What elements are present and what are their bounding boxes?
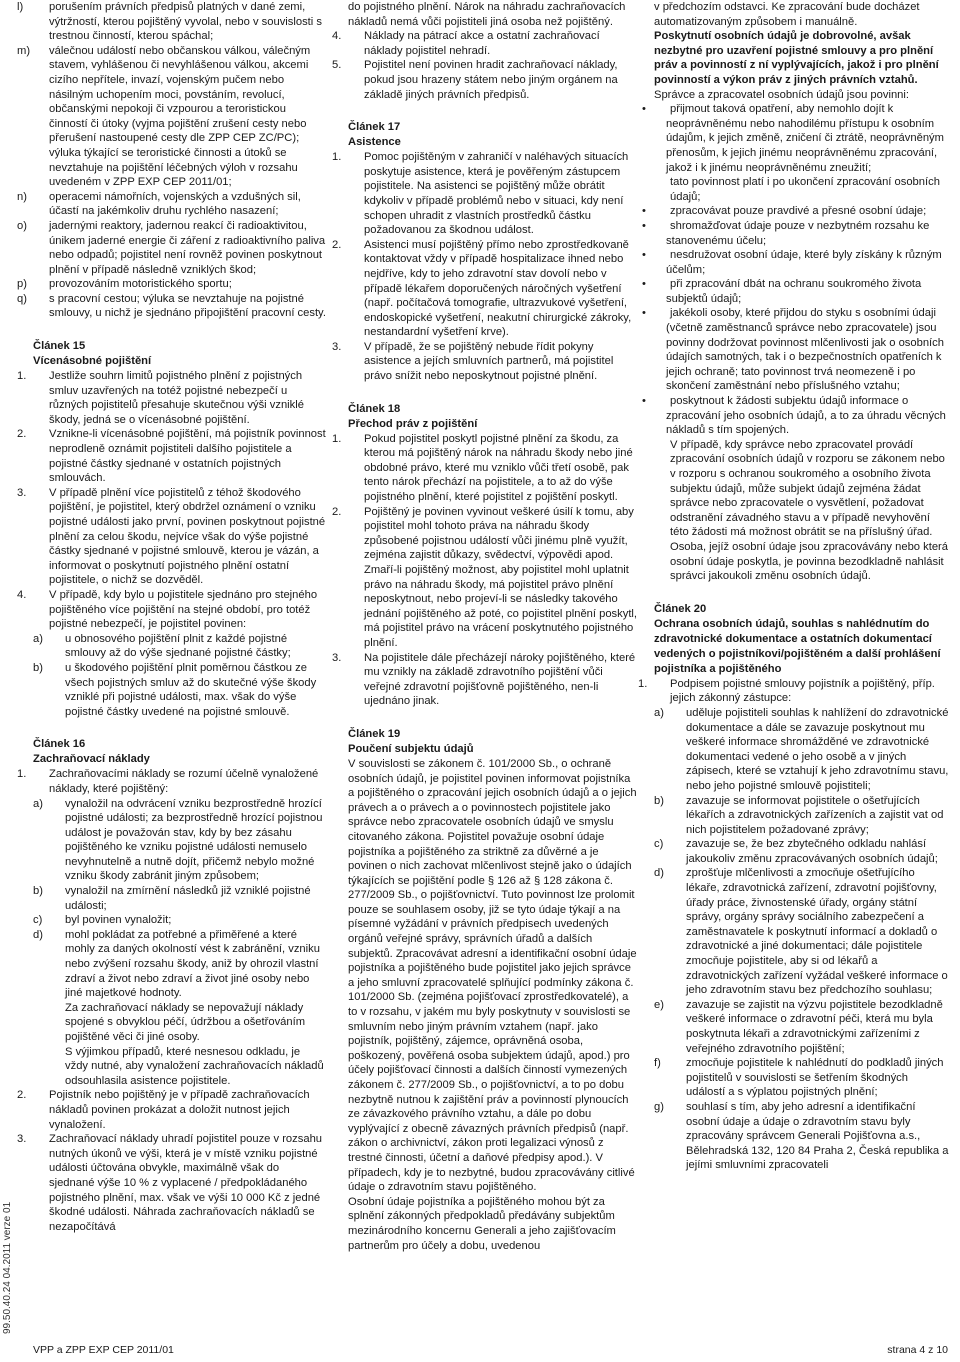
paragraph-text: u škodového pojištění plnit poměrnou částkou ze všech pojistných smluv až do skutečné výše škody vzniklé při pojistné události, max. však do výše pojistné částky uvedené na pojistné smlouvě. bbox=[65, 661, 317, 718]
paragraph-text: V souvislosti se zákonem č. 101/2000 Sb., o ochraně osobních údajů, je pojistitel povinen informovat pojistníka a pojištěného o zpracování jejich osobních údajů a o jejich právech a o právech a o povinnostech pojistitele jako správce nebo zpracovatele osobních údajů ve smyslu citovaného zákona. Pojistitel považuje osobní údaje pojistníka a pojištěného za striktně za důvěrné a je povinen o nich zachovat mlčenlivost stejně jako o údajích týkajících se pojištění podle § 126 až § 128 zákona č. 277/2009 Sb., o pojišťovnictví. Tuto povinnost lze prolomit pouze se souhlasem osoby, již se tyto údaje týkají a na písemné vyžádání v právních předpisech uvedených orgánů veřejné správy, správních úřadů a dalších subjektů. Zpracovávat adresní a identifikační osobní údaje pojistníka a pojištěného bude pojistitel jako jejich správce a jeho smluvní zpracovatelé splňující podmínky zákona č. 101/2000 Sb. (zejména pojišťovací zprostředkovatelé), a to v rozsahu, v jakém mu byly poskytnuty v souvislosti se smluvním nebo jiným právním vztahem (např. jako pojistník, pojištěný, zájemce, oprávněná osoba, poškozený, pověřená osoba subjektem údajů, apod.) pro účely pojišťovací činnosti a dalších činností vymezených zákonem č. 277/2009 Sb., o pojišťovnictví, a to po dobu nezbytně nutnou k zajištění práv a povinností plynoucích ze závazkového právního vztahu, a dále po dobu vyplývající z obecně závazných právních předpisů (např. zákon o archivnictví, zákon proti legalizaci výnosů z trestné činnosti, účetní a daňové předpisy apod.). V případech, kdy je to nezbytné, budou zpracovávány citlivé údaje o zdravotním stavu pojištěného. bbox=[348, 757, 637, 1194]
paragraph-text: vynaložil na odvrácení vzniku bezprostředně hrozící pojistné události; za bezprostředně hrozící pojistnou událost je považován stav, kdy by bez zásahu pojištěného ke vzniku pojistné události nemuselo nevyhnutelně a nutně dojít, přičemž nebylo možné vzniku škody zabránit jiným způsobem; bbox=[65, 797, 323, 883]
list-marker: b) bbox=[33, 885, 43, 898]
paragraph-text: zavazuje se zajistit na výzvu pojistitele bezodkladně veškeré informace o zdravotní péči, která mu byla poskytnuta lékaři a zdravotnickými zařízeními z veřejného zdravotního pojištění; bbox=[686, 998, 943, 1055]
paragraph-text: Pojištěný je povinen vyvinout veškeré úsilí k tomu, aby pojistitel mohl tohoto práva na náhradu škody způsobené pojistnou událostí vůči jinému plně využít, zejména zajistit důkazy, svědectví, výpovědi apod. Zmaří-li pojištěný možnost, aby pojistitel mohl uplatnit právo na náhradu škody, má pojistitel právo plnění neposkytnout, nebo projeví-li se následky takového jednání pojištěného až poté, co pojistitel plnění poskytl, má pojistitel právo na vrácení poskytnutého pojistného plnění. bbox=[364, 505, 638, 649]
list-item bbox=[17, 277, 326, 292]
list-item bbox=[33, 913, 326, 928]
list-marker: f) bbox=[654, 1057, 661, 1070]
paragraph bbox=[654, 29, 950, 87]
list-marker: d) bbox=[33, 928, 43, 941]
paragraph-text: uděluje pojistiteli souhlas k nahlížení do zdravotnické dokumentace a dále se zavazuje poskytnout mu veškeré informace shromážděné ve zdravotnické dokumentaci vedené o jeho osobě a v jiných zápisech, které se vztahují k jeho zdravotnímu stavu, nebo jeho pojistné smlouvě pojistiteli; bbox=[686, 706, 949, 792]
list-marker: e) bbox=[654, 998, 664, 1011]
list-item bbox=[17, 486, 326, 588]
list-item bbox=[17, 1088, 326, 1132]
list-marker: l) bbox=[17, 1, 24, 13]
article-number: Článek 20 bbox=[654, 602, 707, 615]
list-marker: • bbox=[642, 219, 646, 232]
list-marker: 1. bbox=[638, 677, 648, 690]
article-number: Článek 16 bbox=[33, 738, 86, 751]
list-item bbox=[642, 306, 950, 394]
paragraph-text: s pracovní cestou; výluka se nevztahuje na pojistné smlouvy, u nichž je sjednáno připojištění pracovní cesty. bbox=[49, 292, 326, 320]
list-marker: a) bbox=[33, 797, 43, 810]
list-item bbox=[642, 394, 950, 438]
paragraph-text: Asistenci musí pojištěný přímo nebo zprostředkovaně kontaktovat vždy v případě hospitalizace ihned nebo nejdříve, kdy to jeho zdravotní stav dovolí nebo v případě lékařem doporučených náročných vyšetření (např. počítačová tomografie, ultrazvukové vyšetření, endoskopické vyšetření, neakutní chirurgické zákroky, nestandardní vyšetření krve). bbox=[364, 238, 632, 339]
list-item bbox=[332, 150, 638, 238]
paragraph-text: zprošťuje mlčenlivosti a zmocňuje ošetřujícího lékaře, zdravotnická zařízení, zdravotní pojišťovny, úřady práce, živnostenské úřady, orgány státní správy, orgány správy sociálního zabezpečení a zaměstnavatele k poskytnutí informací a dokladů o zdravotnické a jiné dokumentaci; dále pojistitele zmocňuje pojistitele, aby si od lékařů a zdravotnických zařízení vyžádal veškeré informace o jeho zdravotním stavu bez předchozího souhlasu; bbox=[686, 867, 948, 997]
document-code-vertical: 99.50.40.24 04.2011 verze 01 bbox=[2, 1201, 13, 1334]
paragraph-text: jakékoli osoby, které přijdou do styku s osobními údaji (včetně zaměstnanců správce nebo zpracovatele) jsou povinny dodržovat povinnost mlčenlivosti jak o osobních údajích samotných, tak i o bezpečnostních opatřeních k jejich ochraně; tato povinnost trvá neomezeně i po skončení zaměstnání nebo příslušného vztahu; bbox=[666, 307, 944, 393]
paragraph-text: Pojistník nebo pojištěný je v případě zachraňovacích nákladů povinen prokázat a doložit nutnost jejich vynaložení. bbox=[49, 1089, 310, 1131]
paragraph-text: byl povinen vynaložit; bbox=[65, 914, 172, 927]
list-marker: 1. bbox=[332, 151, 342, 164]
article-number: Článek 18 bbox=[348, 402, 401, 415]
list-item bbox=[17, 427, 326, 485]
paragraph bbox=[348, 1195, 638, 1253]
list-item bbox=[17, 190, 326, 219]
paragraph bbox=[33, 1045, 326, 1089]
text-column-right bbox=[638, 0, 950, 1173]
list-item bbox=[642, 219, 950, 248]
list-marker: b) bbox=[654, 794, 664, 807]
article-title: Poučení subjektu údajů bbox=[348, 742, 474, 755]
paragraph-text: vynaložil na zmírnění následků již vzniklé pojistné události; bbox=[65, 885, 311, 912]
paragraph-text: operacemi námořních, vojenských a vzdušných sil, účastí na jakémkoliv druhu rychlého nasazení; bbox=[49, 190, 301, 218]
list-item bbox=[17, 588, 326, 632]
list-item bbox=[642, 204, 950, 219]
list-marker: o) bbox=[17, 219, 27, 232]
list-item bbox=[654, 1056, 950, 1100]
list-marker: • bbox=[642, 249, 646, 262]
list-item bbox=[17, 767, 326, 796]
list-item bbox=[654, 998, 950, 1056]
paragraph-text: V případě, kdy bylo u pojistitele sjednáno pro stejného pojištěného více pojištění na stejné období, pro totéž pojistné nebezpečí, je pojistitel povinen: bbox=[49, 588, 318, 631]
list-marker: 1. bbox=[332, 432, 342, 445]
paragraph-text: při zpracování dbát na ochranu soukromého života subjektů údajů; bbox=[666, 278, 922, 305]
list-marker: 1. bbox=[17, 370, 27, 383]
paragraph-text: porušením právních předpisů platných v dané zemi, výtržností, kterou pojištěný vyvolal, nebo v souvislosti s trestnou činností, kterou spáchal; bbox=[49, 1, 322, 43]
list-marker: 2. bbox=[332, 238, 342, 251]
list-marker: m) bbox=[17, 44, 31, 57]
list-marker: • bbox=[642, 307, 646, 320]
paragraph-text: přijmout taková opatření, aby nemohlo dojít k neoprávněnému nebo nahodilému přístupu k osobním údajům, k jejich změně, zničení či ztrátě, neoprávněným přenosům, k jejich jinému neoprávněnému zpracování, jakož i k jinému neoprávněnému zneužití; bbox=[666, 103, 944, 174]
list-item bbox=[638, 677, 950, 706]
paragraph bbox=[33, 1001, 326, 1045]
paragraph-text: zmocňuje pojistitele k nahlédnutí do podkladů jiných pojistitelů v souvislosti se šetřením škodných událostí a s výplatou pojistných plnění; bbox=[686, 1057, 944, 1099]
list-item bbox=[642, 248, 950, 277]
list-marker: 5. bbox=[332, 59, 342, 72]
text-column-middle bbox=[332, 0, 638, 1253]
list-item bbox=[642, 102, 950, 175]
paragraph-text: jadernými reaktory, jadernou reakcí či radioaktivitou, únikem jaderné energie či záření z radioaktivního paliva nebo odpadů; pojistitel není rovněž povinen poskytnout plnění v případě následně vzniklých škod; bbox=[49, 219, 326, 276]
list-marker: a) bbox=[654, 706, 664, 719]
paragraph-text: nesdružovat osobní údaje, které byly získány k různým účelům; bbox=[666, 249, 942, 276]
paragraph-text: zavazuje se, že bez zbytečného odkladu nahlásí jakoukoliv změnu zpracovávaných osobních údajů; bbox=[686, 838, 938, 865]
paragraph-text: provozováním motoristického sportu; bbox=[49, 278, 232, 291]
list-item bbox=[642, 277, 950, 306]
list-item bbox=[654, 866, 950, 997]
paragraph-text: Správce a zpracovatel osobních údajů jsou povinni: bbox=[654, 88, 909, 101]
list-item bbox=[17, 369, 326, 427]
list-item bbox=[654, 1100, 950, 1173]
list-item bbox=[332, 505, 638, 651]
list-marker: g) bbox=[654, 1100, 664, 1113]
list-item bbox=[332, 432, 638, 505]
list-item bbox=[33, 884, 326, 913]
list-marker: 4. bbox=[332, 30, 342, 43]
list-item bbox=[654, 837, 950, 866]
paragraph bbox=[654, 0, 950, 29]
list-marker: 2. bbox=[17, 1089, 27, 1102]
list-marker: d) bbox=[654, 867, 664, 880]
paragraph-text: Jestliže souhrn limitů pojistného plnění z pojistných smluv uzavřených na totéž pojistné nebezpečí u různých pojistitelů přesahuje skutečnou výši vzniklé škody, jedná se o vícenásobné pojištění. bbox=[49, 370, 304, 426]
list-item bbox=[332, 651, 638, 709]
paragraph-text: Na pojistitele dále přecházejí nároky pojištěného, které mu vznikly na základě zdravotního pojištění vůči veřejné zdravotní pojišťovně pojištěného, nen-li ujednáno jinak. bbox=[364, 651, 636, 708]
paragraph-text: Za zachraňovací náklady se nepovažují náklady spojené s obvyklou péčí, údržbou a ošetřováním pojištěné věci či jiné osoby. bbox=[65, 1001, 306, 1043]
list-marker: 3. bbox=[17, 1133, 27, 1146]
article-title: Přechod práv z pojištění bbox=[348, 417, 478, 430]
list-marker: a) bbox=[33, 632, 43, 645]
paragraph-text: Zachraňovacími náklady se rozumí účelně vynaložené náklady, které pojištěný: bbox=[49, 768, 319, 795]
list-item bbox=[17, 219, 326, 277]
paragraph bbox=[348, 0, 638, 29]
paragraph-text: V případě, že se pojištěný nebude řídit pokyny asistence a jejích smluvních partnerů, má pojistitel právo snížit nebo neposkytnout pojistné plnění. bbox=[364, 340, 614, 383]
paragraph-text: Osobní údaje pojistníka a pojištěného mohou být za splnění zákonných předpokladů předávány subjektům mezinárodního koncernu Generali a jeho zajišťovacím partnerům pro účely a dobu, uvedenou bbox=[348, 1195, 616, 1252]
paragraph-text: Podpisem pojistné smlouvy pojistník a pojištěný, příp. jejich zákonný zástupce: bbox=[670, 677, 935, 705]
paragraph-text: Pomoc pojištěným v zahraničí v naléhavých situacích poskytuje asistence, která je pověřeným zástupcem pojistitele. Na asistenci se pojištěný může obrátit kdykoliv v případě problémů nebo v situaci, kdy není schopen uhradit z vlastních prostředků částku požadovanou za škodnou událost. bbox=[364, 151, 629, 237]
paragraph-text: v předchozím odstavci. Ke zpracování bude docházet automatizovaným způsobem i manuálně. bbox=[654, 1, 920, 28]
list-marker: • bbox=[642, 395, 646, 408]
list-item bbox=[17, 292, 326, 321]
article-number: Článek 19 bbox=[348, 727, 401, 740]
list-marker: 3. bbox=[332, 651, 342, 664]
list-marker: • bbox=[642, 278, 646, 291]
paragraph-text: mohl pokládat za potřebné a přiměřené a které mohly za daných okolností vést k zabránění, vzniku nebo zvýšení rozsahu škody, aniž by ohrozil vlastní zdraví a život nebo zdraví a život jiné osoby nebo jiné majetkové hodnoty. bbox=[65, 928, 320, 1000]
list-item bbox=[33, 632, 326, 661]
list-item bbox=[332, 58, 638, 102]
footer-page-number: strana 4 z 10 bbox=[887, 1344, 948, 1356]
paragraph-text: Zachraňovací náklady uhradí pojistitel pouze v rozsahu nutných úkonů ve výši, která je v místě vzniku pojistné události účtována obvykle, maximálně však do sjednané výše 10 % z vyplacené / předpokládaného pojistného plnění, max. však ve výši 10 000 Kč z jedné škodné události. Náhrada zachraňovacích nákladů se nezapočítává bbox=[49, 1133, 323, 1233]
paragraph-text: Vznikne-li vícenásobné pojištění, má pojistník povinnost neprodleně oznámit pojistiteli dalšího pojistitele a pojistné částky sjednané v ostatních pojistných smlouvách. bbox=[49, 428, 326, 485]
paragraph-text: V případě plnění více pojistitelů z téhož škodového pojištění, je pojistitel, který obdržel oznámení o vzniku pojistné události jako první, povinen poskytnout pojistné plnění za celou škodu, nejvíce však do výše pojistné částky sjednané v pojistné smlouvě, kterou je vázán, a informovat o poskytnutí pojistného plnění ostatní pojistitele, o nichž se dozvěděl. bbox=[49, 486, 326, 587]
paragraph-text: zpracovávat pouze pravdivé a přesné osobní údaje; bbox=[670, 205, 927, 218]
list-marker: n) bbox=[17, 190, 27, 203]
paragraph-text: Osoba, jejíž osobní údaje jsou zpracovávány nebo která osobní údaje poskytla, je povinna bezodkladně nahlásit správci jakoukoli změnu osobních údajů. bbox=[670, 540, 948, 583]
list-marker: 4. bbox=[17, 588, 27, 601]
list-item bbox=[33, 928, 326, 1001]
paragraph-text: Pojistitel není povinen hradit zachraňovací náklady, pokud jsou hrazeny státem nebo jiným orgánem na základě jiných právních předpisů. bbox=[364, 59, 618, 101]
paragraph bbox=[654, 175, 950, 204]
list-marker: 1. bbox=[17, 768, 27, 781]
article-title: Vícenásobné pojištění bbox=[33, 355, 152, 368]
footer-document-title: VPP a ZPP EXP CEP 2011/01 bbox=[33, 1344, 174, 1356]
list-item bbox=[654, 706, 950, 794]
list-marker: b) bbox=[33, 661, 43, 674]
paragraph bbox=[654, 88, 950, 103]
paragraph bbox=[348, 757, 638, 1195]
paragraph-text: tato povinnost platí i po ukončení zpracování osobních údajů; bbox=[670, 176, 940, 203]
paragraph bbox=[654, 540, 950, 584]
list-item bbox=[33, 797, 326, 885]
list-marker: • bbox=[642, 103, 646, 116]
list-item bbox=[654, 794, 950, 838]
paragraph-text: válečnou událostí nebo občanskou válkou, válečným stavem, vyhlášenou či nevyhlášenou válkou, akcemi cizího nepřítele, invazí, vojenským pučem nebo násilným uchopením moci, povstáním, revolucí, občanskými nepokoji či vzpourou a teroristickou činností či útoky (vyjma pojištění zrušení cesty nebo přerušení nastoupené cesty dle ZPP CEP ZC/PC); výluka týkající se teroristické činnosti a útoků se nevztahuje na pojištění léčebných výloh v rozsahu uvedeném v ZPP EXP CEP 2011/01; bbox=[49, 44, 311, 189]
paragraph-text: souhlasí s tím, aby jeho adresní a identifikační osobní údaje a údaje o zdravotním stavu byly zpracovány správcem Generali Pojišťovna a.s., Bělehradská 132, 120 84 Praha 2, Česká republika a jejími smluvními zpracovateli bbox=[686, 1100, 949, 1172]
list-marker: 2. bbox=[332, 505, 342, 518]
paragraph-text: shromažďovat údaje pouze v nezbytném rozsahu ke stanovenému účelu; bbox=[666, 219, 930, 247]
list-item bbox=[332, 238, 638, 340]
list-marker: p) bbox=[17, 278, 27, 291]
list-item bbox=[332, 340, 638, 384]
list-item bbox=[17, 44, 326, 190]
list-marker: c) bbox=[33, 914, 43, 927]
list-item bbox=[17, 1132, 326, 1234]
article-number: Článek 15 bbox=[33, 340, 86, 353]
list-marker: 2. bbox=[17, 428, 27, 441]
paragraph-text: u obnosového pojištění plnit z každé pojistné smlouvy až do výše sjednané pojistné částky; bbox=[65, 632, 291, 660]
list-item bbox=[332, 29, 638, 58]
list-marker: q) bbox=[17, 292, 27, 305]
article-title: Ochrana osobních údajů, souhlas s nahlédnutím do zdravotnické dokumentace a ostatních dokumentací vedených o pojistníkovi/pojištěném a další prohlášení pojistníka a pojištěného bbox=[654, 617, 941, 675]
list-marker: • bbox=[642, 205, 646, 218]
list-item bbox=[17, 0, 326, 44]
article-title: Zachraňovací náklady bbox=[33, 753, 150, 766]
paragraph-text: V případě, kdy správce nebo zpracovatel provádí zpracování osobních údajů v rozporu se zákonem nebo v rozporu s ochranou soukromého a osobního života subjektu údajů, může subjekt údajů zejména žádat správce nebo zpracovatele o vysvětlení, požadovat odstranění závadného stavu a v případě nevyhovění této žádosti má možnost obrátit se na příslušný úřad. bbox=[670, 438, 945, 539]
paragraph-text: Poskytnutí osobních údajů je dobrovolné, avšak nezbytné pro uzavření pojistné smlouvy a pro plnění práv a povinností z ní vyplývajících, jakož i pro plnění povinností a výkon práv z jiných právních vztahů. bbox=[654, 30, 939, 86]
paragraph-text: Pokud pojistitel poskytl pojistné plnění za škodu, za kterou má pojištěný nárok na náhradu škody nebo jiné obdobné právo, které mu vzniklo vůči třetí osobě, pak tento nárok přechází na pojistitele, a to až do výše pojistného plnění, které pojistitel z pojištění poskytl. bbox=[364, 432, 633, 504]
paragraph-text: Náklady na pátrací akce a ostatní zachraňovací náklady pojistitel nehradí. bbox=[364, 30, 600, 57]
text-column-left bbox=[17, 0, 326, 1234]
paragraph-text: zavazuje se informovat pojistitele o ošetřujících lékařích a zdravotnických zařízeních a zajistit vat od nich pojistitelem požadované zprávy; bbox=[686, 794, 944, 836]
list-marker: 3. bbox=[332, 340, 342, 353]
list-marker: c) bbox=[654, 838, 664, 851]
paragraph-text: poskytnout k žádosti subjektu údajů informace o zpracování jeho osobních údajů, a to za úhradu věcných nákladů s tím spojených. bbox=[666, 395, 946, 437]
paragraph-text: do pojistného plnění. Nárok na náhradu zachraňovacích nákladů nemá vůči pojistiteli jiná osoba než pojištěný. bbox=[348, 1, 626, 28]
paragraph-text: S výjimkou případů, které nesnesou odkladu, je vždy nutné, aby vynaložení zachraňovacích nákladů odsouhlasila asistence pojistitele. bbox=[65, 1045, 324, 1087]
article-number: Článek 17 bbox=[348, 121, 401, 134]
paragraph bbox=[654, 438, 950, 540]
list-item bbox=[33, 661, 326, 719]
list-marker: 3. bbox=[17, 486, 27, 499]
article-title: Asistence bbox=[348, 136, 401, 149]
